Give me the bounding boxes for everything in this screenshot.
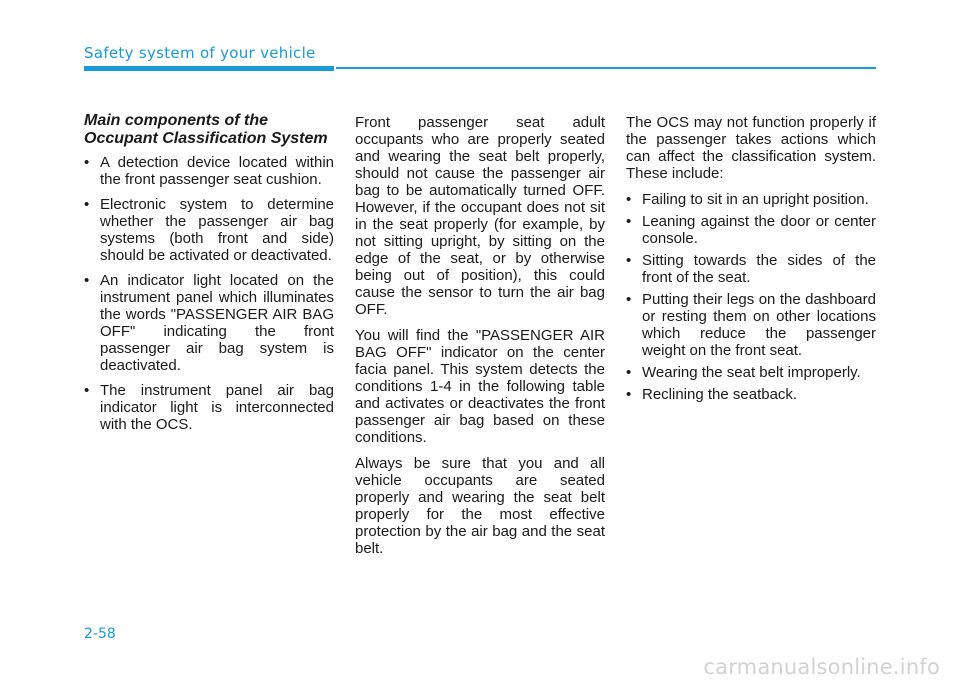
watermark: carmanualsonline.info xyxy=(703,655,940,679)
bullet-icon: • xyxy=(626,364,632,381)
list-item: • Wearing the seat belt improperly. xyxy=(626,364,861,381)
paragraph: You will find the "PASSENGER AIR BAG OFF" indicator on the center facia panel. This system detects the conditions 1-4 in the following table and activates or deactivates the front passenger air bag based on these conditions. xyxy=(355,327,605,446)
bullet-icon: • xyxy=(84,272,90,289)
list-item: • Reclining the seatback. xyxy=(626,386,798,403)
components-list xyxy=(84,154,334,433)
list-item: • Putting their legs on the dashboard or resting them on other locations which reduce the passenger weight on the front seat. xyxy=(626,291,876,359)
bullet-icon: • xyxy=(84,154,90,171)
bullet-icon: • xyxy=(626,252,632,269)
list-item: • Electronic system to determine whether the passenger air bag systems (both front and side) should be activated or deactivated. xyxy=(84,196,334,264)
list-item: • Failing to sit in an upright position. xyxy=(626,191,869,208)
list-item: • Leaning against the door or center console. xyxy=(626,213,876,247)
heading-line-1: Main components of the xyxy=(84,112,268,129)
section-heading xyxy=(84,112,334,148)
list-item: • The instrument panel air bag indicator light is interconnected with the OCS. xyxy=(84,382,334,433)
heading-line-2: Occupant Classification System xyxy=(84,130,328,147)
list-item: • An indicator light located on the instrument panel which illuminates the words "PASSENGER AIR BAG OFF" indicating the front passenger air bag system is deactivated. xyxy=(84,272,334,374)
page-number: 2-58 xyxy=(84,626,116,642)
list-item: • A detection device located within the front passenger seat cushion. xyxy=(84,154,334,188)
paragraph: Front passenger seat adult occupants who are properly seated and wearing the seat belt properly, should not cause the passenger air bag to be automatically turned OFF. However, if the occupant does not sit in the seat properly (for example, by not sitting upright, by sitting on the edge of the seat, or by otherwise being out of position), this could cause the sensor to turn the air bag OFF. xyxy=(355,114,605,318)
conditions-list xyxy=(626,191,876,403)
bullet-icon: • xyxy=(626,291,632,308)
intro-paragraph: The OCS may not function properly if the passenger takes actions which can affect the classification system. These include: xyxy=(626,114,876,182)
bullet-icon: • xyxy=(84,382,90,399)
bullet-icon: • xyxy=(626,386,632,403)
column-2 xyxy=(355,114,605,566)
column-3 xyxy=(626,114,876,408)
section-title: Safety system of your vehicle xyxy=(84,44,316,62)
list-item: • Sitting towards the sides of the front of the seat. xyxy=(626,252,876,286)
bullet-icon: • xyxy=(84,196,90,213)
bullet-icon: • xyxy=(626,191,632,208)
header-accent-bar xyxy=(84,66,334,71)
column-1 xyxy=(84,112,334,441)
header-rule xyxy=(336,67,876,69)
bullet-icon: • xyxy=(626,213,632,230)
paragraph: Always be sure that you and all vehicle occupants are seated properly and wearing the seat belt properly for the most effective protection by the air bag and the seat belt. xyxy=(355,455,605,557)
